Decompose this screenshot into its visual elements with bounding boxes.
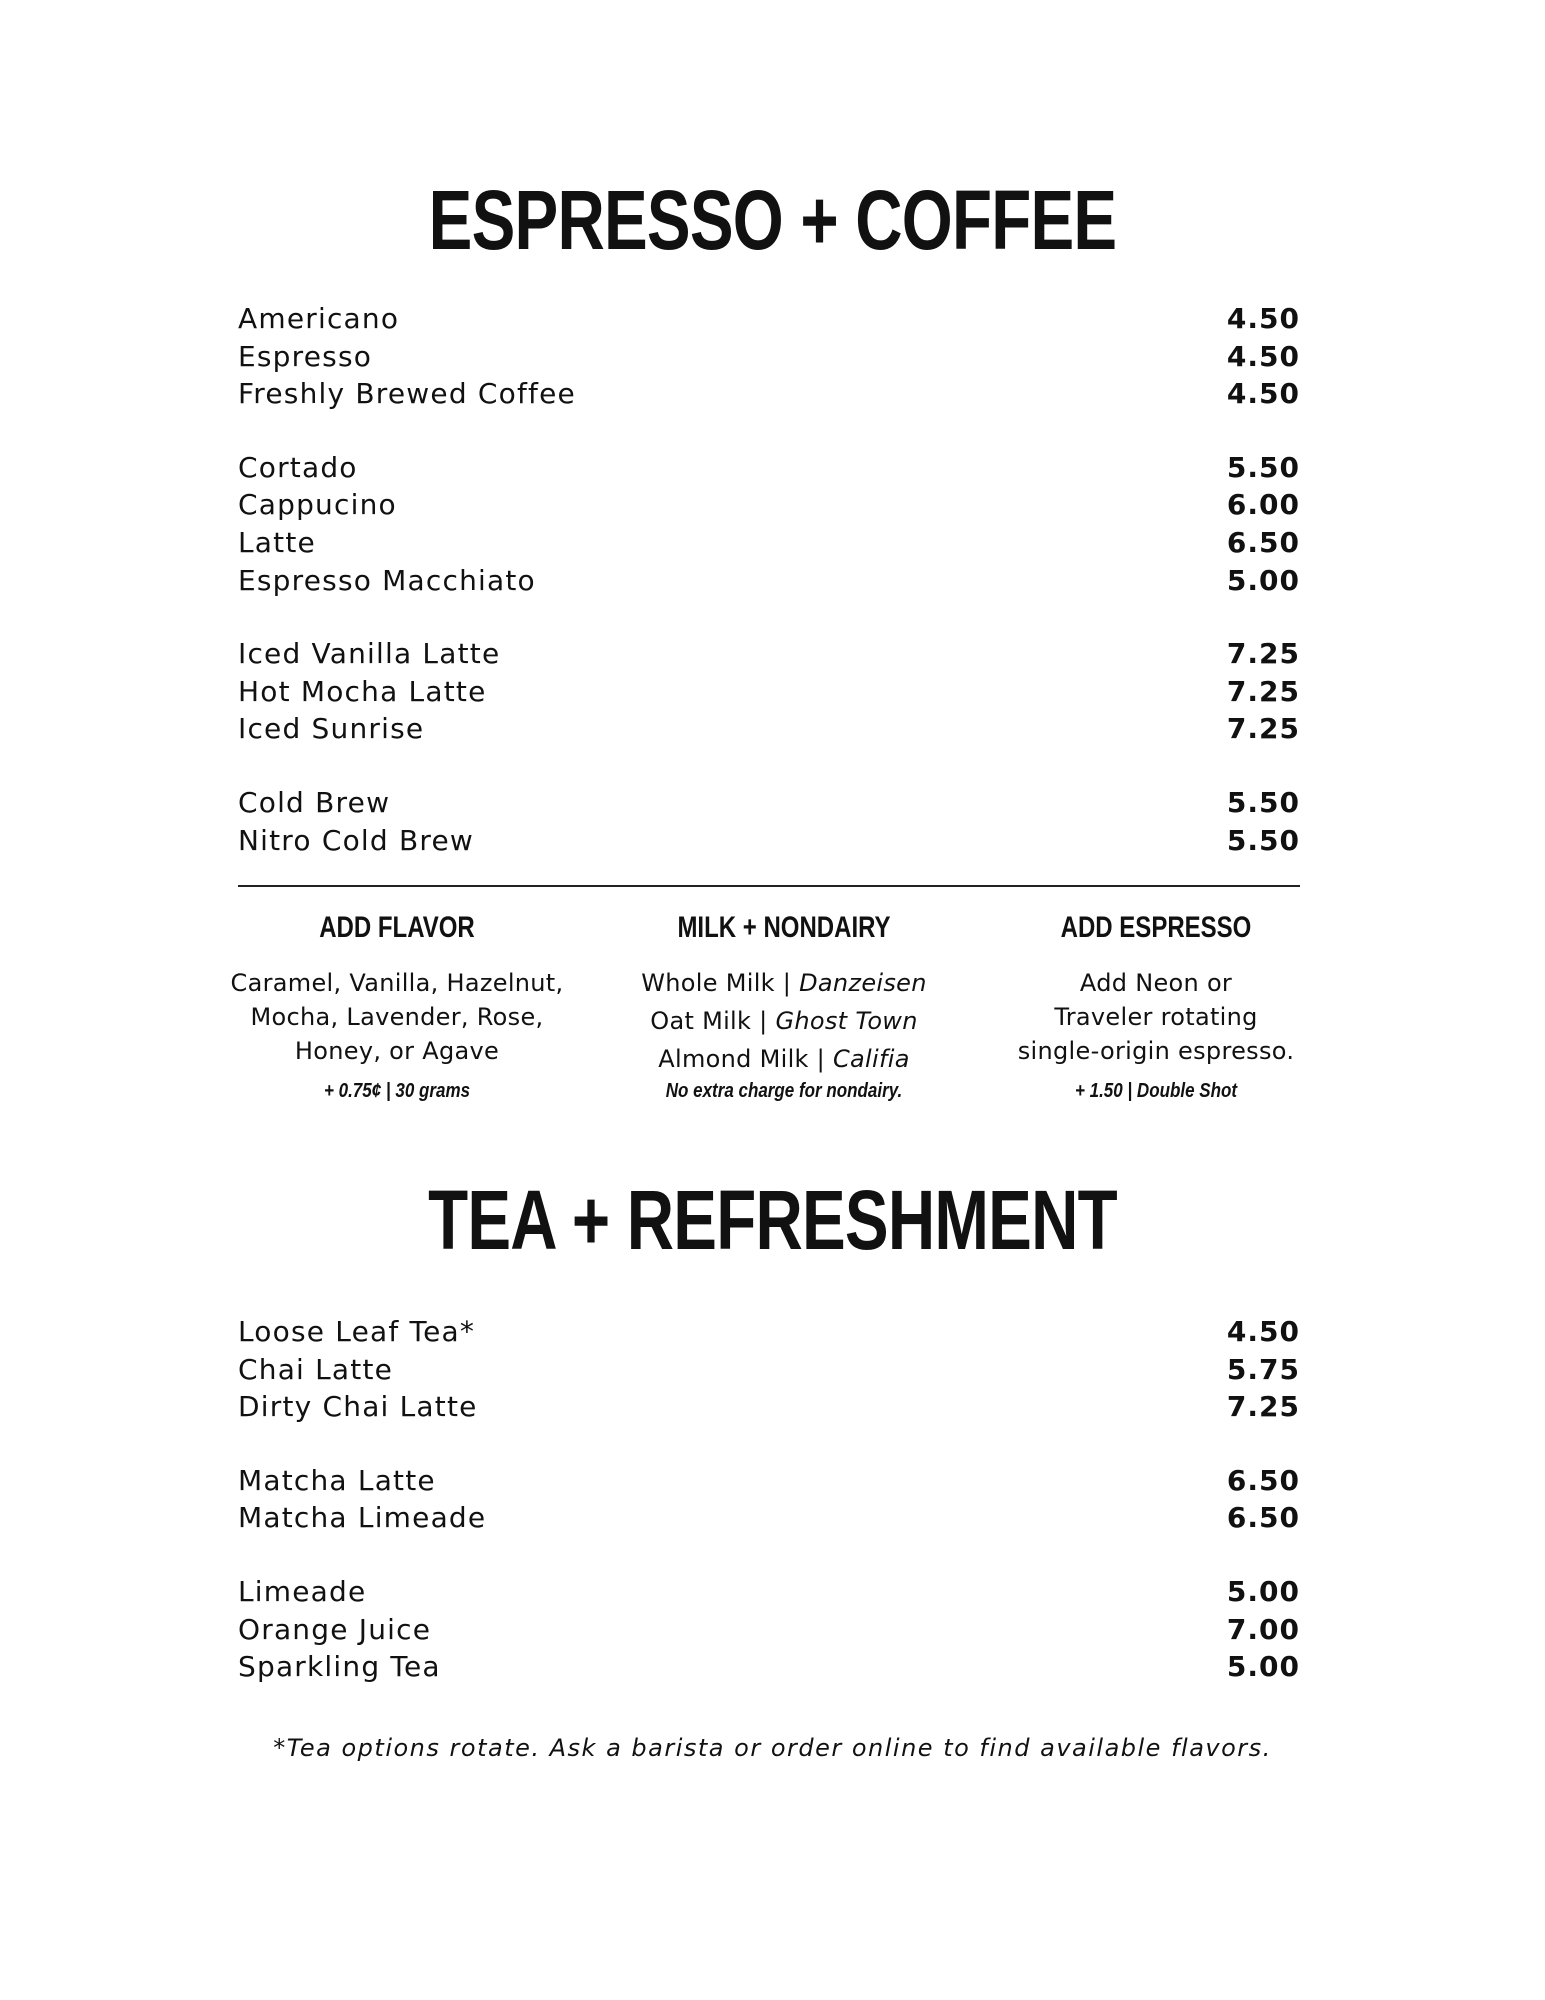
menu-item bbox=[238, 1388, 1300, 1426]
menu-item-name: Sparkling Tea bbox=[238, 1650, 441, 1684]
addon-milk-nondairy bbox=[594, 908, 974, 1102]
menu-item-name: Matcha Latte bbox=[238, 1463, 436, 1497]
menu-item bbox=[238, 1648, 1300, 1686]
menu-item-price: 4.50 bbox=[1226, 377, 1300, 411]
addon-title: ADD ESPRESSO bbox=[1060, 911, 1252, 944]
menu-item-price: 4.50 bbox=[1226, 302, 1300, 335]
menu-item-name: Matcha Limeade bbox=[238, 1501, 487, 1535]
menu-item-price: 5.50 bbox=[1226, 786, 1300, 819]
menu-item bbox=[238, 562, 1300, 600]
menu-item-name: Cortado bbox=[238, 450, 358, 484]
addon-line: Caramel, Vanilla, Hazelnut, bbox=[230, 969, 564, 997]
menu-item-price: 7.25 bbox=[1226, 712, 1300, 746]
menu-item bbox=[238, 1611, 1300, 1649]
addon-title: MILK + NONDAIRY bbox=[677, 911, 891, 944]
menu-item-price: 6.50 bbox=[1226, 1463, 1300, 1497]
menu-item-price: 5.00 bbox=[1226, 1650, 1300, 1684]
menu-item bbox=[238, 1462, 1300, 1500]
menu-item-price: 5.00 bbox=[1226, 1575, 1300, 1608]
addon-espresso bbox=[966, 908, 1346, 1102]
menu-item-price: 5.75 bbox=[1226, 1352, 1300, 1386]
addon-line: Add Neon or bbox=[1079, 969, 1233, 997]
addon-description bbox=[594, 966, 974, 1076]
menu-item-price: 5.50 bbox=[1226, 823, 1300, 857]
menu-item bbox=[238, 822, 1300, 860]
menu-item-price: 6.00 bbox=[1226, 488, 1300, 522]
addon-line: single-origin espresso. bbox=[1017, 1037, 1295, 1065]
menu-item bbox=[238, 710, 1300, 748]
menu-item bbox=[238, 449, 1300, 487]
menu-item-name: Espresso Macchiato bbox=[238, 563, 536, 597]
divider bbox=[238, 885, 1300, 887]
menu-item-name: Freshly Brewed Coffee bbox=[238, 377, 576, 411]
menu-item-name: Espresso bbox=[238, 339, 373, 373]
menu-item-name: Nitro Cold Brew bbox=[238, 823, 474, 857]
menu-item-price: 5.50 bbox=[1226, 450, 1300, 484]
menu-item bbox=[238, 375, 1300, 413]
menu-item bbox=[238, 635, 1300, 673]
addon-title: ADD FLAVOR bbox=[319, 911, 475, 944]
addon-price-note: + 0.75¢ | 30 grams bbox=[323, 1080, 471, 1102]
addon-description bbox=[966, 966, 1346, 1068]
addon-line: Mocha, Lavender, Rose, bbox=[250, 1003, 544, 1031]
menu-item-price: 6.50 bbox=[1226, 526, 1300, 559]
section-title-espresso-coffee: ESPRESSO + COFFEE bbox=[428, 173, 1117, 267]
menu-item-price: 7.25 bbox=[1226, 674, 1300, 708]
menu-item bbox=[238, 338, 1300, 376]
menu-item bbox=[238, 784, 1300, 822]
addon-line: Almond Milk | Califia bbox=[658, 1045, 910, 1073]
menu-item-name: Iced Sunrise bbox=[238, 712, 425, 746]
addon-price-note: No extra charge for nondairy. bbox=[665, 1080, 903, 1102]
menu-item-name: Loose Leaf Tea* bbox=[238, 1315, 476, 1348]
menu-item-price: 4.50 bbox=[1226, 1315, 1300, 1348]
menu-item-name: Limeade bbox=[238, 1575, 367, 1608]
addon-line: Whole Milk | Danzeisen bbox=[641, 969, 927, 997]
menu-item-name: Cappucino bbox=[238, 488, 397, 522]
menu-item-name: Chai Latte bbox=[238, 1352, 394, 1386]
menu-item-name: Latte bbox=[238, 526, 316, 559]
addon-line: Honey, or Agave bbox=[294, 1037, 500, 1065]
menu-item bbox=[238, 524, 1300, 562]
menu-item bbox=[238, 1499, 1300, 1537]
menu-item-name: Iced Vanilla Latte bbox=[238, 637, 501, 671]
menu-item bbox=[238, 673, 1300, 711]
menu-item-name: Cold Brew bbox=[238, 786, 391, 819]
menu-item-name: Hot Mocha Latte bbox=[238, 674, 487, 708]
menu-item-name: Orange Juice bbox=[238, 1612, 432, 1646]
addon-line: Traveler rotating bbox=[1054, 1003, 1258, 1031]
menu-item-price: 7.00 bbox=[1226, 1612, 1300, 1646]
menu-item-price: 7.25 bbox=[1226, 1390, 1300, 1424]
addon-line: Oat Milk | Ghost Town bbox=[650, 1007, 918, 1035]
menu-item bbox=[238, 486, 1300, 524]
menu-item bbox=[238, 1351, 1300, 1389]
addon-price-note: + 1.50 | Double Shot bbox=[1074, 1080, 1238, 1102]
section-title-tea-refreshment: TEA + REFRESHMENT bbox=[428, 1173, 1117, 1267]
menu-item bbox=[238, 1313, 1300, 1351]
menu-item-name: Dirty Chai Latte bbox=[238, 1390, 478, 1424]
addon-description bbox=[207, 966, 587, 1068]
tea-footnote: *Tea options rotate. Ask a barista or order online to find available flavors. bbox=[273, 1734, 1272, 1762]
menu-item-price: 5.00 bbox=[1226, 563, 1300, 597]
menu-item-price: 6.50 bbox=[1226, 1501, 1300, 1535]
menu-item bbox=[238, 1573, 1300, 1611]
menu-item-name: Americano bbox=[238, 302, 400, 335]
menu-item-price: 7.25 bbox=[1226, 637, 1300, 671]
addon-flavor bbox=[207, 908, 587, 1102]
menu-item bbox=[238, 300, 1300, 338]
menu-item-price: 4.50 bbox=[1226, 339, 1300, 373]
